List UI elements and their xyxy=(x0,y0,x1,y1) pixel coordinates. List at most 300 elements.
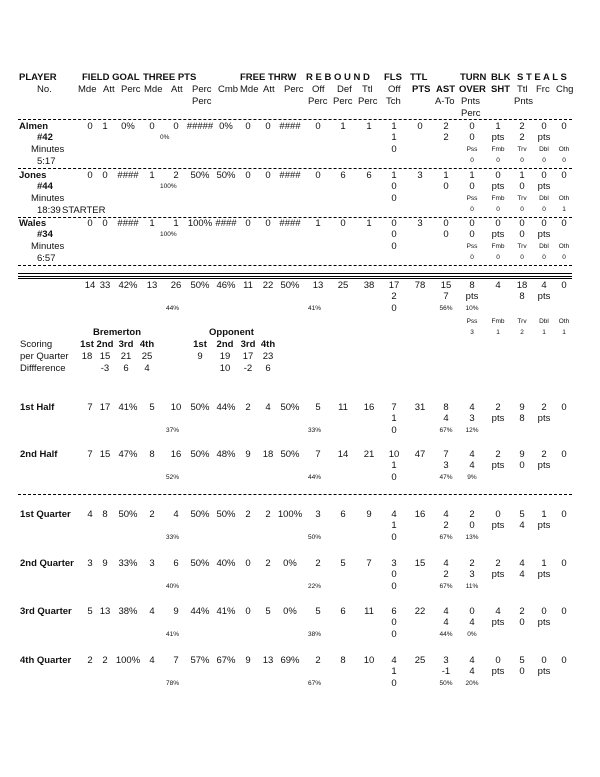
header-perc2b: Perc xyxy=(192,96,212,107)
player-number: #34 xyxy=(37,229,53,240)
header-no: No. xyxy=(37,84,52,95)
player-stat: 0 xyxy=(561,170,567,181)
period-h1-stat: 7 xyxy=(87,402,93,413)
period-h2-stat: 18 xyxy=(262,449,274,460)
period-h2-stat: 10 xyxy=(388,449,400,460)
totals-sub-label: Pss xyxy=(466,318,478,325)
player-stat: 0 xyxy=(443,218,449,229)
player-stat: 0 xyxy=(541,121,547,132)
totals-sub-value: 1 xyxy=(562,329,566,336)
blk-row2: 0 xyxy=(519,181,525,192)
period-h2-stat: 7 xyxy=(443,449,449,460)
period-h1-stat: 0 xyxy=(561,402,567,413)
period-q4-stat: 0 xyxy=(541,655,547,666)
period-q3-stat: 11 xyxy=(364,606,374,617)
totals-sub-label: Oth xyxy=(558,318,570,325)
period-fls-3: 0 xyxy=(391,472,397,483)
period-stl-2: 8 xyxy=(519,413,525,424)
header-def: Def xyxy=(337,84,352,95)
period-ast-2: 2 xyxy=(443,569,449,580)
blk-row2: 0 xyxy=(519,229,525,240)
period-q2-stat: 3 xyxy=(87,558,93,569)
period-stl-2: 0 xyxy=(519,666,525,677)
minutes-value: 5:17 xyxy=(37,156,56,167)
period-q2-stat: 4 xyxy=(519,558,525,569)
player-stat: 0 xyxy=(495,218,501,229)
player-stat: 0 xyxy=(391,218,397,229)
period-over-pct: 11% xyxy=(465,583,479,590)
scoring-row-label: Diffference xyxy=(20,363,66,374)
header-offperc: Perc xyxy=(308,96,328,107)
period-h2-stat: 2 xyxy=(541,449,547,460)
fls-row2: 0 xyxy=(391,181,397,192)
team-diff: 4 xyxy=(144,363,150,374)
period-over-pts: pts xyxy=(491,520,505,531)
totals-fls-3: 0 xyxy=(391,303,397,314)
period-q1-stat: 9 xyxy=(366,509,372,520)
stl-pts: pts xyxy=(537,132,551,143)
over-pts: pts xyxy=(491,229,505,240)
sub-label: Fmb xyxy=(491,146,505,153)
totals-stat: 50% xyxy=(190,280,210,291)
period-h1-stat: 50% xyxy=(190,402,210,413)
header-mde3: Mde xyxy=(240,84,259,95)
period-q2-stat: 2 xyxy=(495,558,501,569)
totals-stat: 25 xyxy=(337,280,349,291)
period-q3-stat: 5 xyxy=(315,606,321,617)
sub-value: 0 xyxy=(496,157,500,164)
period-q3-stat: 4 xyxy=(495,606,501,617)
player-stat: 0 xyxy=(265,121,271,132)
period-q2-stat: 7 xyxy=(366,558,372,569)
player-stat: #### xyxy=(279,170,301,181)
period-q3-stat: 0 xyxy=(245,606,251,617)
player-stat: 1 xyxy=(391,121,397,132)
three-pct: 0% xyxy=(160,134,170,141)
totals-stat: 4 xyxy=(495,280,501,291)
header-mde1: Mde xyxy=(78,84,97,95)
player-stat: 0 xyxy=(469,218,475,229)
period-reb-pct: 44% xyxy=(308,474,322,481)
sub-label: Trv xyxy=(517,195,527,202)
period-label: 2nd Half xyxy=(20,449,58,460)
period-stl-2: 0 xyxy=(519,617,525,628)
ast-row2: 0 xyxy=(443,229,449,240)
player-stat: 0 xyxy=(340,218,346,229)
sub-label: Fmb xyxy=(491,195,505,202)
player-stat: 1 xyxy=(366,218,372,229)
period-q1-stat: 2 xyxy=(245,509,251,520)
totals-sub-value: 2 xyxy=(520,329,524,336)
three-pct: 100% xyxy=(160,183,177,190)
sub-value: 0 xyxy=(470,206,474,213)
period-q2-stat: 33% xyxy=(118,558,138,569)
header-ttlr: Ttl xyxy=(362,84,373,95)
sub-label: Oth xyxy=(558,195,570,202)
totals-stat: 13 xyxy=(146,280,158,291)
period-h2-stat: 2 xyxy=(495,449,501,460)
stl-pts: pts xyxy=(537,181,551,192)
player-divider xyxy=(18,265,572,266)
period-reb-pct: 22% xyxy=(308,583,322,590)
player-stat: 3 xyxy=(417,170,423,181)
opp-quarter-head: 1st xyxy=(193,339,207,350)
period-q3-stat: 0 xyxy=(541,606,547,617)
header-ttls: Ttl xyxy=(517,84,528,95)
period-q2-stat: 40% xyxy=(216,558,236,569)
period-over-2: 3 xyxy=(469,413,475,424)
minutes-label: Minutes xyxy=(31,241,65,252)
totals-sub-value: 3 xyxy=(470,329,474,336)
player-stat: 0 xyxy=(173,121,179,132)
period-q4-stat: 2 xyxy=(102,655,108,666)
period-q1-stat: 100% xyxy=(277,509,303,520)
period-ast-pct: 44% xyxy=(439,631,453,638)
period-over-2: 4 xyxy=(469,460,475,471)
period-q3-stat: 9 xyxy=(173,606,179,617)
opp-quarter-head: 4th xyxy=(260,339,276,350)
period-q1-stat: 4 xyxy=(173,509,179,520)
ast-row2: 2 xyxy=(443,132,449,143)
sub-value: 0 xyxy=(562,254,566,261)
period-q1-stat: 0 xyxy=(495,509,501,520)
period-fls-2: 1 xyxy=(391,413,397,424)
header-off: Off xyxy=(312,84,325,95)
team-quarter-head: 3rd xyxy=(118,339,134,350)
player-stat: 1 xyxy=(469,170,475,181)
period-ast-2: 4 xyxy=(443,617,449,628)
period-h2-stat: 7 xyxy=(87,449,93,460)
period-q4-stat: 69% xyxy=(280,655,300,666)
totals-three-pct: 44% xyxy=(166,305,180,312)
team-quarter-head: 2nd xyxy=(96,339,114,350)
period-q4-stat: 13 xyxy=(262,655,274,666)
player-stat: 0% xyxy=(219,121,233,132)
player-stat: 0 xyxy=(87,121,93,132)
period-ast-pct: 67% xyxy=(439,583,453,590)
period-q3-stat: 0% xyxy=(283,606,297,617)
player-name: Wales xyxy=(19,218,47,229)
sub-value: 0 xyxy=(520,206,524,213)
player-stat: 0 xyxy=(417,121,423,132)
period-stl-pts: pts xyxy=(537,617,551,628)
period-q1-stat: 2 xyxy=(469,509,475,520)
header-divider xyxy=(18,119,572,120)
totals-stat: 42% xyxy=(118,280,138,291)
minutes-value: 18:39 xyxy=(37,205,61,216)
sub-value: 1 xyxy=(562,206,566,213)
period-q2-stat: 4 xyxy=(443,558,449,569)
player-stat: 0 xyxy=(245,121,251,132)
player-stat: 0 xyxy=(519,218,525,229)
period-over-pct: 13% xyxy=(465,534,479,541)
period-q1-stat: 0 xyxy=(561,509,567,520)
period-q3-stat: 6 xyxy=(340,606,346,617)
player-stat: 0 xyxy=(149,121,155,132)
starter-note: STARTER xyxy=(62,205,106,216)
player-stat: 50% xyxy=(190,170,210,181)
period-h2-stat: 21 xyxy=(363,449,375,460)
totals-over-pct: 10% xyxy=(465,305,479,312)
header-pntss: Pnts xyxy=(514,96,534,107)
period-q2-stat: 2 xyxy=(469,558,475,569)
sub-value: 0 xyxy=(520,157,524,164)
totals-stat: 50% xyxy=(280,280,300,291)
period-q1-stat: 5 xyxy=(519,509,525,520)
period-q4-stat: 5 xyxy=(519,655,525,666)
three-pct: 100% xyxy=(160,231,177,238)
header-overperc: Perc xyxy=(461,108,481,119)
period-stl-pts: pts xyxy=(537,460,551,471)
player-name: Almen xyxy=(19,121,49,132)
opp-diff: -2 xyxy=(243,363,253,374)
player-stat: 6 xyxy=(340,170,346,181)
period-q1-stat: 50% xyxy=(118,509,138,520)
period-q2-stat: 2 xyxy=(315,558,321,569)
player-stat: #### xyxy=(215,218,237,229)
period-q3-stat: 5 xyxy=(87,606,93,617)
player-stat: 2 xyxy=(443,121,449,132)
period-q1-stat: 3 xyxy=(315,509,321,520)
totals-stat: 38 xyxy=(363,280,375,291)
header-ttl: TTL xyxy=(410,72,428,83)
totals-stat: 26 xyxy=(170,280,182,291)
player-number: #42 xyxy=(37,132,53,143)
period-q2-stat: 5 xyxy=(340,558,346,569)
period-q3-stat: 38% xyxy=(118,606,138,617)
team-label: Bremerton xyxy=(93,327,142,338)
sub-value: 0 xyxy=(496,206,500,213)
period-q4-stat: 7 xyxy=(173,655,179,666)
totals-stat: 11 xyxy=(243,280,253,291)
period-h1-stat: 31 xyxy=(414,402,426,413)
period-h2-stat: 15 xyxy=(99,449,111,460)
player-stat: 0 xyxy=(245,218,251,229)
period-q2-stat: 3 xyxy=(391,558,397,569)
period-q4-stat: 4 xyxy=(149,655,155,666)
period-fls-3: 0 xyxy=(391,532,397,543)
player-stat: #### xyxy=(117,218,139,229)
ast-row2: 0 xyxy=(443,181,449,192)
stl-pts: pts xyxy=(537,229,551,240)
period-stl-pts: pts xyxy=(537,569,551,580)
sub-value: 0 xyxy=(520,254,524,261)
header-blk: BLK xyxy=(491,72,511,83)
period-h2-stat: 50% xyxy=(190,449,210,460)
period-q4-stat: 4 xyxy=(391,655,397,666)
period-stl-2: 4 xyxy=(519,569,525,580)
team-quarter-score: 25 xyxy=(141,351,153,362)
totals-stat: 0 xyxy=(561,280,567,291)
over-pts: pts xyxy=(491,181,505,192)
sub-value: 0 xyxy=(562,157,566,164)
scoring-row-label: Scoring xyxy=(20,339,53,350)
period-h1-stat: 11 xyxy=(338,402,348,413)
period-three-pct: 33% xyxy=(166,534,180,541)
period-q1-stat: 50% xyxy=(216,509,236,520)
header-over: OVER xyxy=(459,84,486,95)
header-ato: A-To xyxy=(435,96,455,107)
opp-diff: 6 xyxy=(265,363,271,374)
period-ast-2: -1 xyxy=(441,666,451,677)
period-stl-pts: pts xyxy=(537,520,551,531)
player-stat: 2 xyxy=(519,121,525,132)
team-quarter-score: 15 xyxy=(99,351,111,362)
period-ast-2: 2 xyxy=(443,520,449,531)
totals-ast-2: 7 xyxy=(443,291,449,302)
player-name: Jones xyxy=(19,170,47,181)
period-ast-pct: 50% xyxy=(439,680,453,687)
opp-quarter-score: 17 xyxy=(242,351,254,362)
period-q2-stat: 2 xyxy=(265,558,271,569)
period-stl-2: 0 xyxy=(519,460,525,471)
period-q4-stat: 2 xyxy=(315,655,321,666)
player-stat: 1 xyxy=(102,121,108,132)
period-three-pct: 40% xyxy=(166,583,180,590)
period-q4-stat: 8 xyxy=(340,655,346,666)
sub-label: Pss xyxy=(466,243,478,250)
header-tp: THREE PTS xyxy=(143,72,197,83)
header-att1: Att xyxy=(103,84,115,95)
period-fls-2: 1 xyxy=(391,520,397,531)
header-defperc: Perc xyxy=(333,96,353,107)
header-chg: Chg xyxy=(556,84,574,95)
player-stat: 1 xyxy=(149,170,155,181)
period-h1-stat: 2 xyxy=(245,402,251,413)
period-h2-stat: 7 xyxy=(315,449,321,460)
totals-stat: 13 xyxy=(312,280,324,291)
sub-label: Pss xyxy=(466,195,478,202)
player-stat: #### xyxy=(117,170,139,181)
player-stat: 0 xyxy=(541,170,547,181)
totals-sub-value: 1 xyxy=(542,329,546,336)
period-h1-stat: 2 xyxy=(541,402,547,413)
period-three-pct: 37% xyxy=(166,427,180,434)
period-over-pts: pts xyxy=(491,617,505,628)
minutes-label: Minutes xyxy=(31,193,65,204)
sub-value: 0 xyxy=(496,254,500,261)
period-h1-stat: 5 xyxy=(149,402,155,413)
header-ttlperc: Perc xyxy=(358,96,378,107)
header-perc1: Perc xyxy=(121,84,141,95)
period-q4-stat: 9 xyxy=(245,655,251,666)
period-q3-stat: 6 xyxy=(391,606,397,617)
header-steals: S T E A L S xyxy=(517,72,567,83)
period-h1-stat: 4 xyxy=(469,402,475,413)
period-h1-stat: 9 xyxy=(519,402,525,413)
header-sht: SHT xyxy=(491,84,510,95)
blk-row2: 2 xyxy=(519,132,525,143)
header-fls: FLS xyxy=(384,72,402,83)
period-reb-pct: 38% xyxy=(308,631,322,638)
period-q3-stat: 44% xyxy=(190,606,210,617)
period-fls-3: 0 xyxy=(391,629,397,640)
player-stat: #### xyxy=(279,218,301,229)
over-row2: 0 xyxy=(469,181,475,192)
period-three-pct: 41% xyxy=(166,631,180,638)
period-q3-stat: 22 xyxy=(414,606,426,617)
minutes-label: Minutes xyxy=(31,144,65,155)
player-stat: 2 xyxy=(173,170,179,181)
period-q2-stat: 15 xyxy=(414,558,426,569)
period-q3-stat: 41% xyxy=(216,606,236,617)
totals-stat: 14 xyxy=(84,280,96,291)
player-stat: 0 xyxy=(87,170,93,181)
totals-stat: 46% xyxy=(216,280,236,291)
period-over-2: 4 xyxy=(469,666,475,677)
fls-row3: 0 xyxy=(391,193,397,204)
period-q3-stat: 5 xyxy=(265,606,271,617)
player-stat: 1 xyxy=(149,218,155,229)
period-h2-stat: 47% xyxy=(118,449,138,460)
sub-label: Oth xyxy=(558,243,570,250)
period-over-2: 4 xyxy=(469,617,475,628)
player-stat: 0% xyxy=(121,121,135,132)
header-fg: FIELD GOAL xyxy=(82,72,140,83)
header-offf: Off xyxy=(388,84,401,95)
player-stat: 1 xyxy=(443,170,449,181)
totals-stl-pts: pts xyxy=(537,291,551,302)
header-player: PLAYER xyxy=(19,72,57,83)
period-reb-pct: 50% xyxy=(308,534,322,541)
period-q4-stat: 25 xyxy=(414,655,426,666)
team-quarter-score: 18 xyxy=(81,351,93,362)
period-h2-stat: 16 xyxy=(170,449,182,460)
period-q1-stat: 6 xyxy=(340,509,346,520)
player-stat: 0 xyxy=(102,218,108,229)
period-h2-stat: 0 xyxy=(561,449,567,460)
player-stat: 0 xyxy=(495,170,501,181)
totals-fls-2: 2 xyxy=(391,291,397,302)
period-ast-2: 3 xyxy=(443,460,449,471)
player-stat: 0 xyxy=(469,121,475,132)
header-perc2: Perc xyxy=(192,84,212,95)
totals-stat: 8 xyxy=(469,280,475,291)
period-q3-stat: 4 xyxy=(443,606,449,617)
team-quarter-score: 21 xyxy=(120,351,132,362)
period-h1-stat: 44% xyxy=(216,402,236,413)
header-frc: Frc xyxy=(536,84,550,95)
totals-stat: 78 xyxy=(414,280,426,291)
player-stat: 0 xyxy=(315,121,321,132)
header-att3: Att xyxy=(263,84,275,95)
totals-stat: 33 xyxy=(99,280,111,291)
period-h1-stat: 2 xyxy=(495,402,501,413)
player-stat: 0 xyxy=(245,170,251,181)
period-q4-stat: 67% xyxy=(216,655,236,666)
player-stat: 1 xyxy=(340,121,346,132)
period-over-pct: 9% xyxy=(467,474,477,481)
period-over-pct: 12% xyxy=(465,427,479,434)
fls-row3: 0 xyxy=(391,241,397,252)
sub-label: Dbl xyxy=(539,243,549,250)
totals-sub-label: Fmb xyxy=(491,318,505,325)
period-reb-pct: 33% xyxy=(308,427,322,434)
totals-stat: 22 xyxy=(262,280,274,291)
sub-label: Dbl xyxy=(539,195,549,202)
fls-row3: 0 xyxy=(391,144,397,155)
period-q4-stat: 100% xyxy=(115,655,141,666)
period-q4-stat: 57% xyxy=(190,655,210,666)
period-over-pts: pts xyxy=(491,569,505,580)
over-pts: pts xyxy=(491,132,505,143)
sub-value: 0 xyxy=(542,254,546,261)
period-ast-pct: 47% xyxy=(439,474,453,481)
period-stl-pts: pts xyxy=(537,666,551,677)
player-number: #44 xyxy=(37,181,53,192)
totals-sub-label: Trv xyxy=(517,318,527,325)
team-diff: 6 xyxy=(123,363,129,374)
